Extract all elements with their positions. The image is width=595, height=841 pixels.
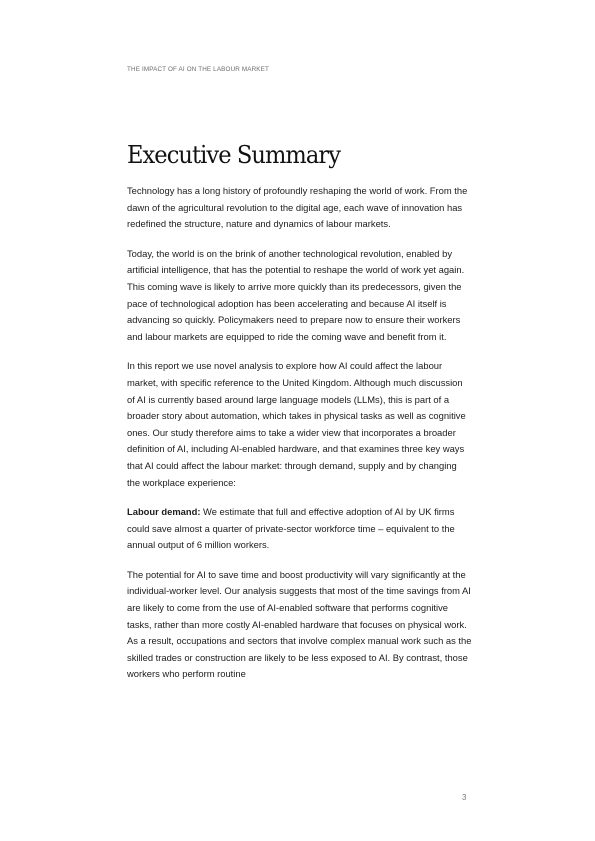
page-number: 3 bbox=[462, 793, 467, 802]
paragraph-labour-demand bbox=[127, 504, 472, 554]
paragraph-intro: Technology has a long history of profoundly reshaping the world of work. From the dawn of the agricultural revolution to the digital age, each wave of innovation has redefined the structure, nature and dynamics of labour markets. bbox=[127, 185, 468, 230]
running-header: THE IMPACT OF AI ON THE LABOUR MARKET bbox=[127, 66, 270, 73]
labour-demand-text: We estimate that full and effective adoption of AI by UK firms could save almost a quarter of private-sector workforce time – equivalent to the annual output of 6 million workers. bbox=[127, 506, 455, 551]
labour-demand-lead: Labour demand: bbox=[127, 506, 201, 518]
paragraph-report-scope: In this report we use novel analysis to explore how AI could affect the labour market, with specific reference to the United Kingdom. Although much discussion of AI is currently based around large language models (LLMs), this is part of a broader story about automation, which takes in physical tasks as well as cognitive ones. Our study therefore aims to take a wider view that incorporates a broader definition of AI, including AI-enabled hardware, and that examines three key ways that AI could affect the labour market: through demand, supply and by changing the workplace experience: bbox=[127, 360, 466, 488]
paragraph-time-savings: The potential for AI to save time and boost productivity will vary significantly at the individual-worker level. Our analysis suggests that most of the time savings from AI are likely to come from the use of AI-enabled software that performs cognitive tasks, rather than more costly AI-enabled hardware that focuses on physical work. As a result, occupations and sectors that involve complex manual work such as the skilled trades or construction are likely to be less exposed to AI. By contrast, those workers who perform routine bbox=[127, 568, 472, 680]
page-title: Executive Summary bbox=[127, 141, 341, 169]
body-text bbox=[127, 183, 472, 696]
paragraph-revolution: Today, the world is on the brink of another technological revolution, enabled by artificial intelligence, that has the potential to reshape the world of work yet again. This coming wave is likely to arrive more quickly than its predecessors, given the pace of technological adoption has been accelerating and because AI itself is advancing so quickly. Policymakers need to prepare now to ensure their workers and labour markets are equipped to ride the coming wave and benefit from it. bbox=[127, 247, 465, 342]
